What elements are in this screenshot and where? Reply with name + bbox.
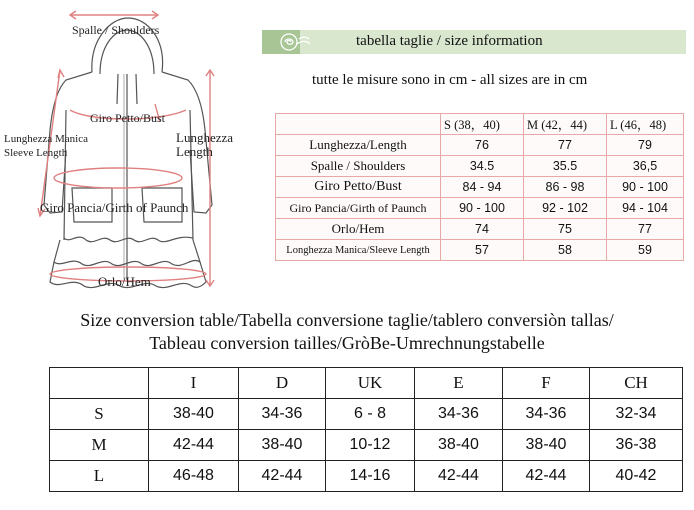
row-label: M [50, 430, 149, 461]
table-cell: 34-36 [415, 399, 503, 430]
table-cell: 75 [524, 219, 607, 240]
conversion-header-f: F [503, 368, 590, 399]
table-row [276, 135, 684, 156]
row-label: Giro Pancia/Girth of Paunch [276, 198, 441, 219]
conversion-header-i: I [149, 368, 239, 399]
table-cell: 76 [441, 135, 524, 156]
length-label-line2: Length [176, 144, 213, 159]
table-cell: 46-48 [149, 461, 239, 492]
row-label: Lunghezza/Length [276, 135, 441, 156]
conversion-header-d: D [239, 368, 326, 399]
table-cell: 38-40 [503, 430, 590, 461]
size-info-header [262, 30, 686, 54]
size-header-s: S (38，40) [441, 114, 524, 135]
conversion-title-line2: Tableau conversion tailles/GròBe-Umrechnungstabelle [149, 333, 545, 353]
length-label [176, 131, 233, 159]
size-header-l: L (46，48) [607, 114, 684, 135]
table-cell: 34-36 [503, 399, 590, 430]
table-row [50, 430, 683, 461]
size-table [275, 113, 684, 261]
table-row [50, 461, 683, 492]
size-table-corner [276, 114, 441, 135]
row-label: Giro Petto/Bust [276, 177, 441, 198]
conversion-corner [50, 368, 149, 399]
table-row [276, 219, 684, 240]
table-cell: 77 [524, 135, 607, 156]
table-row [276, 198, 684, 219]
sleeve-length-label [4, 132, 88, 160]
row-label: S [50, 399, 149, 430]
bust-label: Giro Petto/Bust [90, 111, 166, 125]
table-row [276, 156, 684, 177]
table-cell: 59 [607, 240, 684, 261]
rose-icon [274, 31, 314, 53]
conversion-title-line1: Size conversion table/Tabella conversione taglie/tablero conversiòn tallas/ [80, 310, 614, 330]
shoulders-label: Spalle / Shoulders [72, 23, 160, 37]
table-cell: 79 [607, 135, 684, 156]
table-cell: 42-44 [239, 461, 326, 492]
table-cell: 40-42 [590, 461, 683, 492]
table-cell: 32-34 [590, 399, 683, 430]
table-cell: 94 - 104 [607, 198, 684, 219]
table-cell: 84 - 94 [441, 177, 524, 198]
table-cell: 92 - 102 [524, 198, 607, 219]
sleeve-label-line1: Lunghezza Manica [4, 133, 88, 145]
table-cell: 38-40 [415, 430, 503, 461]
table-cell: 6 - 8 [326, 399, 415, 430]
table-cell: 10-12 [326, 430, 415, 461]
table-cell: 34.5 [441, 156, 524, 177]
size-header-m: M (42，44) [524, 114, 607, 135]
header-title: tabella taglie / size information [356, 33, 543, 49]
table-cell: 42-44 [503, 461, 590, 492]
row-label: L [50, 461, 149, 492]
table-cell: 77 [607, 219, 684, 240]
table-cell: 35.5 [524, 156, 607, 177]
table-cell: 90 - 100 [441, 198, 524, 219]
table-cell: 57 [441, 240, 524, 261]
table-cell: 86 - 98 [524, 177, 607, 198]
garment-diagram [0, 0, 260, 300]
table-cell: 36,5 [607, 156, 684, 177]
paunch-label: Giro Pancia/Girth of Paunch [40, 200, 189, 215]
row-label: Longhezza Manica/Sleeve Length [276, 240, 441, 261]
row-label: Spalle / Shoulders [276, 156, 441, 177]
units-note: tutte le misure sono in cm - all sizes are in cm [312, 72, 588, 88]
table-cell: 42-44 [149, 430, 239, 461]
conversion-table [49, 367, 683, 492]
hem-label: Orlo/Hem [98, 274, 151, 289]
length-label-line1: Lunghezza [176, 130, 234, 145]
table-cell: 14-16 [326, 461, 415, 492]
conversion-header-e: E [415, 368, 503, 399]
conversion-header-uk: UK [326, 368, 415, 399]
table-cell: 38-40 [149, 399, 239, 430]
sleeve-label-line2: Sleeve Length [4, 147, 68, 159]
table-cell: 36-38 [590, 430, 683, 461]
row-label: Orlo/Hem [276, 219, 441, 240]
table-cell: 74 [441, 219, 524, 240]
table-cell: 58 [524, 240, 607, 261]
table-cell: 34-36 [239, 399, 326, 430]
table-row [276, 177, 684, 198]
size-table-header-row [276, 114, 684, 135]
table-cell: 42-44 [415, 461, 503, 492]
conversion-header-row [50, 368, 683, 399]
conversion-header-ch: CH [590, 368, 683, 399]
table-cell: 90 - 100 [607, 177, 684, 198]
conversion-title [0, 309, 694, 355]
table-row [276, 240, 684, 261]
table-cell: 38-40 [239, 430, 326, 461]
table-row [50, 399, 683, 430]
